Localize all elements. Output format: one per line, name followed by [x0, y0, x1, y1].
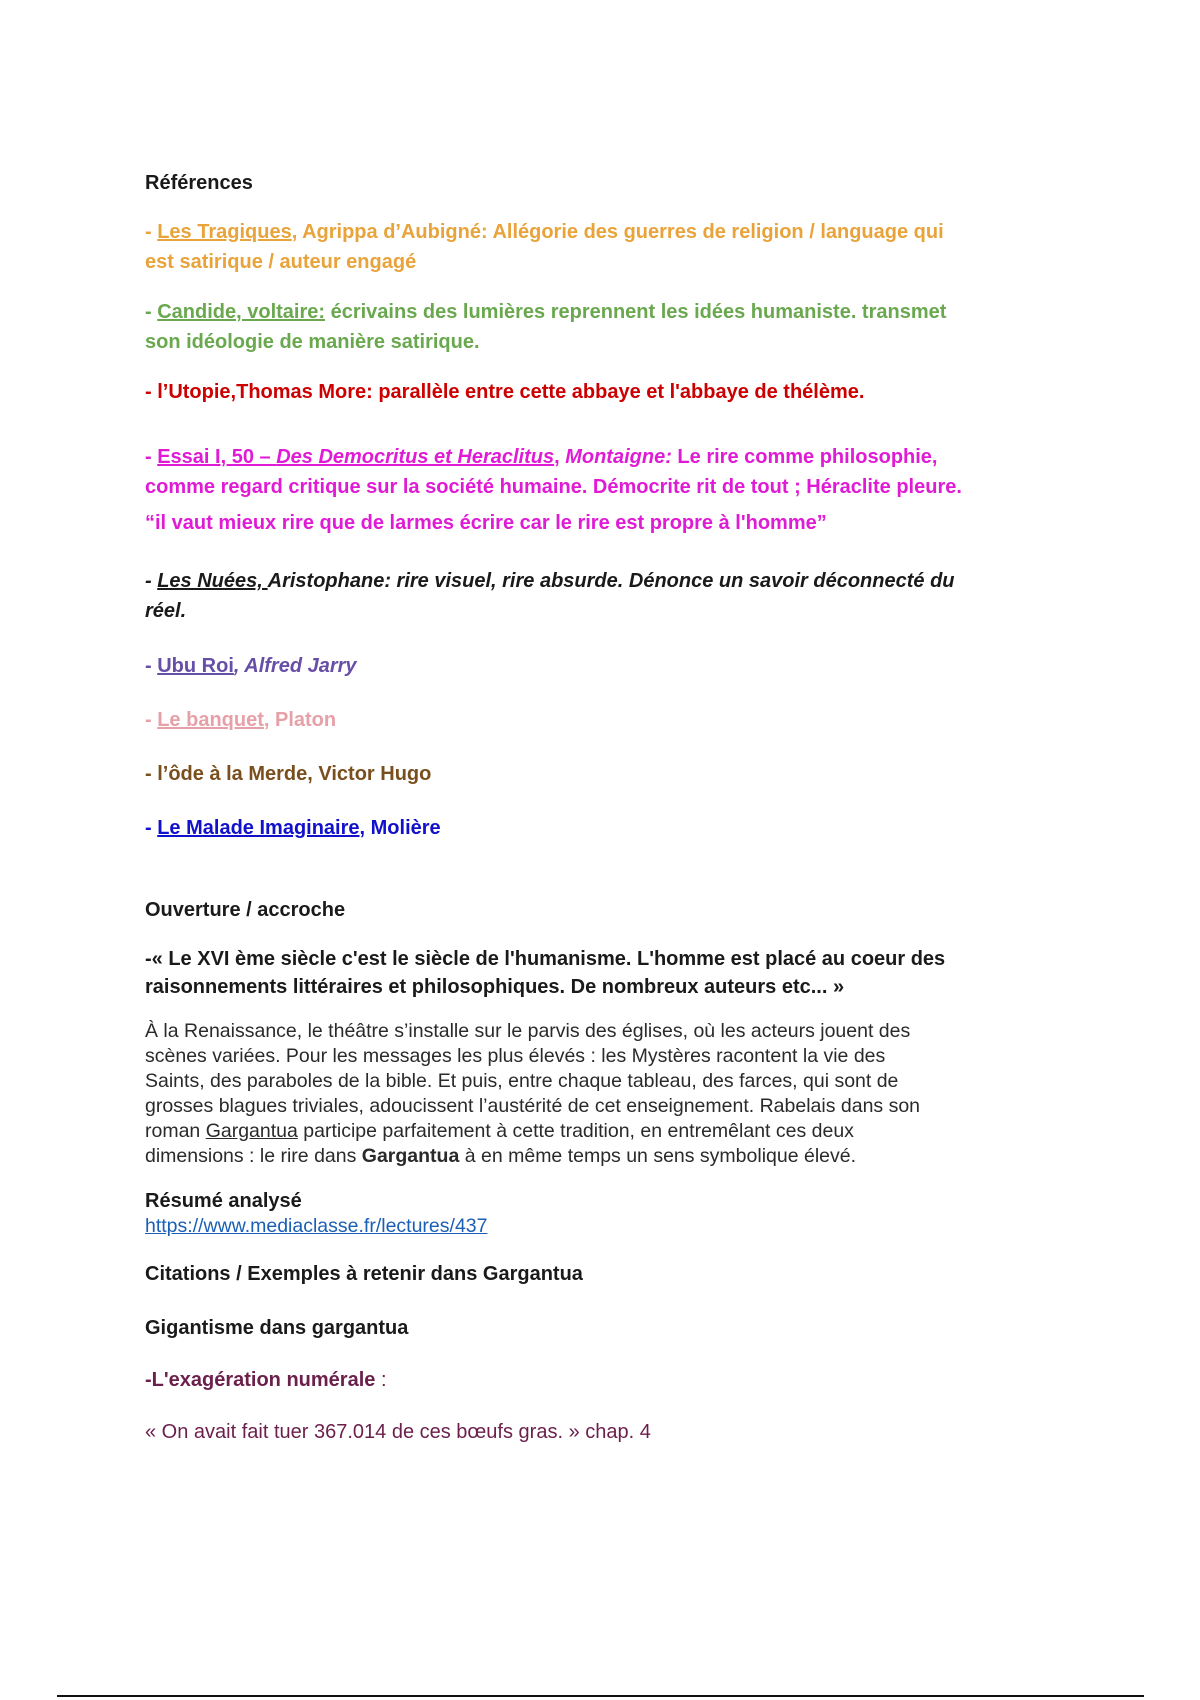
reference-ubu: - Ubu Roi, Alfred Jarry: [145, 655, 357, 677]
reference-ode: - l’ôde à la Merde, Victor Hugo: [145, 763, 432, 785]
reference-tragiques: - Les Tragiques, Agrippa d’Aubigné: Allégorie des guerres de religion / language qui est satirique / auteur engagé: [145, 221, 944, 273]
reference-banquet: - Le banquet, Platon: [145, 709, 337, 731]
essai-title: Essai I, 50 – Des Democritus et Heraclitus: [157, 446, 555, 468]
banquet-title: Le banquet: [157, 709, 264, 731]
malade-title: Le Malade Imaginaire: [157, 817, 360, 839]
resume-heading: Résumé analysé: [145, 1190, 302, 1212]
candide-title: Candide, voltaire:: [157, 301, 326, 323]
ouverture-paragraph: À la Renaissance, le théâtre s’installe sur le parvis des églises, où les acteurs jouent des scènes variées. Pour les messages les plus élevés : les Mystères racontent la vie des Saints, des paraboles de la bible. Et puis, entre chaque tableau, des farces, qui sont de grosses blagues triviales, adoucissent l’austérité de cet enseignement. Rabelais dans son roman Gargantua participe parfaitement à cette tradition, en entremêlant ces deux dimensions : le rire dans Gargantua à en même temps un sens symbolique élevé.: [145, 1020, 921, 1167]
citation-quote: « On avait fait tuer 367.014 de ces bœufs gras. » chap. 4: [145, 1421, 651, 1443]
gargantua-title: Gargantua: [205, 1120, 298, 1142]
page-bottom-rule: [57, 1695, 1144, 1697]
document-content: [145, 168, 1075, 1447]
ubu-title: Ubu Roi: [157, 655, 234, 677]
gargantua-bold: Gargantua: [361, 1145, 460, 1167]
ouverture-quote: -« Le XVI ème siècle c'est le siècle de l'humanisme. L'homme est placé au coeur des raisonnements littéraires et philosophiques. De nombreux auteurs etc... »: [145, 948, 946, 998]
resume-section: [145, 1189, 1075, 1239]
reference-malade: - Le Malade Imaginaire, Molière: [145, 817, 441, 839]
reference-nuees: - Les Nuées, Aristophane: rire visuel, rire absurde. Dénonce un savoir déconnecté du réel.: [145, 570, 955, 622]
ouverture-heading: Ouverture / accroche: [145, 899, 346, 921]
gigantisme-heading: Gigantisme dans gargantua: [145, 1317, 409, 1339]
exageration-label: -L'exagération numérale :: [145, 1369, 387, 1391]
citations-heading: Citations / Exemples à retenir dans Gargantua: [145, 1263, 583, 1285]
nuees-title: Les Nuées,: [157, 570, 268, 592]
tragiques-title: Les Tragiques: [157, 221, 292, 243]
essai-author: Montaigne:: [559, 446, 672, 468]
references-heading: Références: [145, 172, 253, 194]
resume-link[interactable]: https://www.mediaclasse.fr/lectures/437: [145, 1215, 488, 1237]
reference-utopie: - l’Utopie,Thomas More: parallèle entre cette abbaye et l'abbaye de thélème.: [145, 381, 865, 403]
reference-candide: - Candide, voltaire: écrivains des lumières reprennent les idées humaniste. transmet son idéologie de manière satirique.: [145, 301, 947, 353]
reference-essai: - Essai I, 50 – Des Democritus et Heraclitus, Montaigne: Le rire comme philosophie, comme regard critique sur la société humaine. Démocrite rit de tout ; Héraclite pleure. “il vaut mieux rire que de larmes écrire car le rire est propre à l'homme”: [145, 446, 962, 534]
